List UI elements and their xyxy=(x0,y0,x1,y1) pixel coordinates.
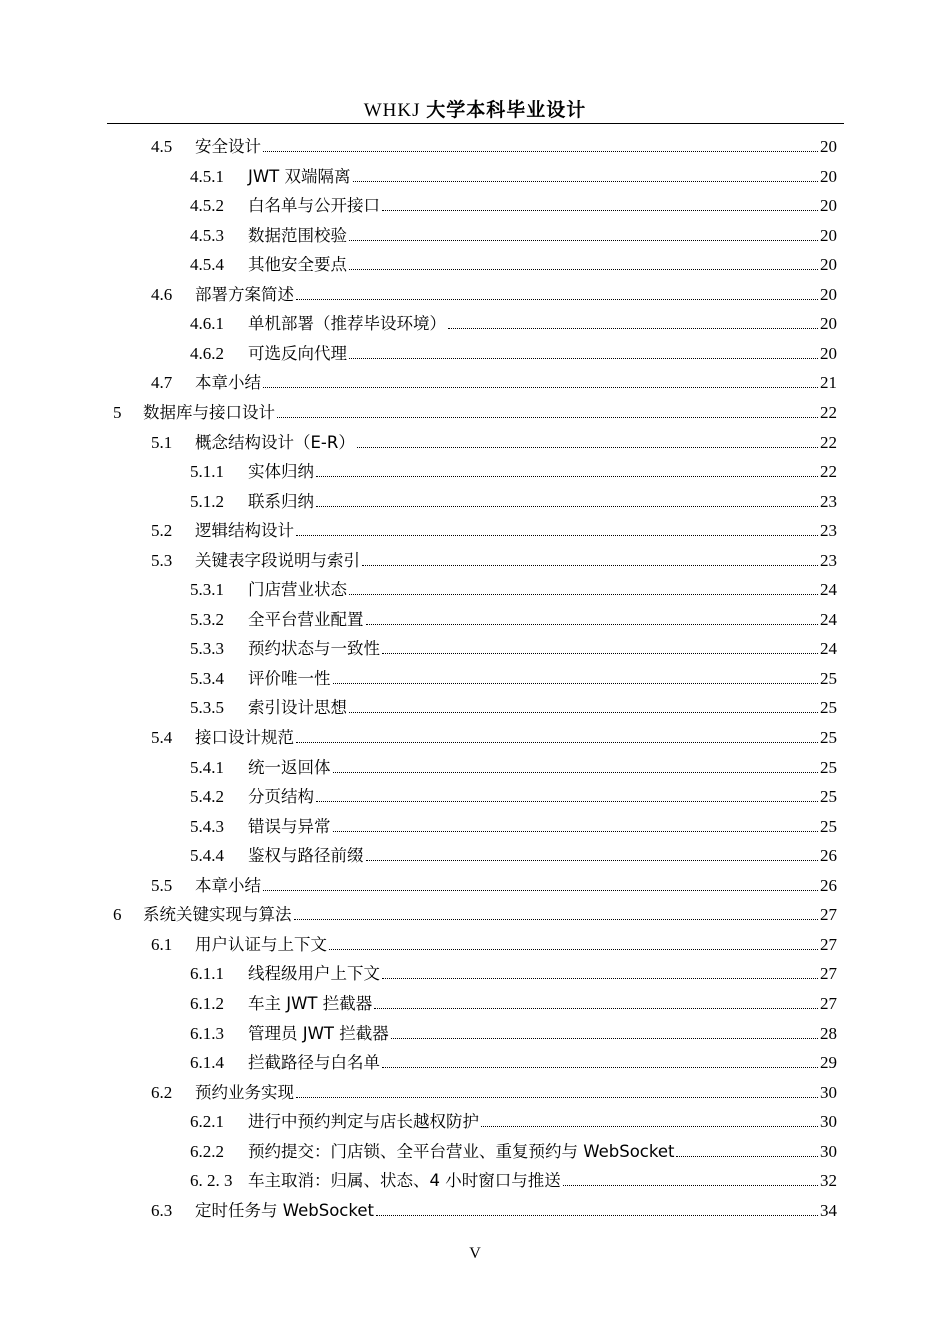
toc-entry-title: 预约提交：门店锁、全平台营业、重复预约与 WebSocket xyxy=(248,1141,675,1161)
toc-entry[interactable] xyxy=(190,1107,837,1133)
toc-entry-title: 系统关键实现与算法 xyxy=(143,905,292,925)
toc-entry-page: 22 xyxy=(820,402,837,422)
toc-entry[interactable] xyxy=(190,693,837,719)
toc-entry-title: 逻辑结构设计 xyxy=(195,521,294,541)
toc-entry-number: 4.5.1 xyxy=(190,166,224,186)
toc-entry-page: 27 xyxy=(820,905,837,925)
toc-entry-page: 20 xyxy=(820,137,837,156)
toc-entry-page: 25 xyxy=(820,816,837,836)
toc-entry-number: 5.2 xyxy=(151,521,173,541)
toc-entry[interactable] xyxy=(151,428,837,454)
toc-entry-title: 车主取消：归属、状态、4 小时窗口与推送 xyxy=(248,1171,561,1191)
toc-entry-page: 25 xyxy=(820,757,837,777)
toc-entry[interactable] xyxy=(190,753,837,779)
toc-entry-page: 20 xyxy=(820,284,837,304)
toc-entry-number: 4.5.3 xyxy=(190,225,224,245)
dot-leader xyxy=(374,1008,818,1009)
dot-leader xyxy=(349,594,818,595)
toc-entry-number: 6.1 xyxy=(151,934,173,954)
toc-entry[interactable] xyxy=(151,516,837,542)
toc-entry[interactable] xyxy=(190,191,837,217)
toc-entry-page: 29 xyxy=(820,1053,837,1073)
running-header xyxy=(0,95,950,122)
dot-leader xyxy=(676,1156,818,1157)
toc-entry-page: 20 xyxy=(820,225,837,245)
toc-entry-title: 车主 JWT 拦截器 xyxy=(248,993,373,1013)
toc-entry-page: 28 xyxy=(820,1023,837,1043)
dot-leader xyxy=(316,506,818,507)
toc-entry-page: 27 xyxy=(820,993,837,1013)
dot-leader xyxy=(366,860,819,861)
toc-entry-number: 6 xyxy=(113,905,122,925)
toc-entry[interactable] xyxy=(151,930,837,956)
toc-entry-page: 20 xyxy=(820,314,837,334)
toc-entry-title: 统一返回体 xyxy=(248,757,331,777)
toc-entry-number: 5.3.5 xyxy=(190,698,224,718)
toc-entry-number: 6.3 xyxy=(151,1200,173,1220)
toc-entry-number: 4.7 xyxy=(151,373,173,393)
toc-entry-title: 线程级用户上下文 xyxy=(248,964,380,984)
toc-entry-number: 6. 2. 3 xyxy=(190,1171,233,1191)
toc-entry[interactable] xyxy=(190,841,837,867)
toc-entry-number: 6.2.2 xyxy=(190,1141,224,1161)
toc-entry[interactable] xyxy=(151,280,837,306)
toc-entry-title: JWT 双端隔离 xyxy=(248,166,351,186)
toc-entry-number: 5.1 xyxy=(151,432,173,452)
dot-leader xyxy=(382,1067,818,1068)
toc-entry-title: 鉴权与路径前缀 xyxy=(248,846,364,866)
toc-entry-title: 数据范围校验 xyxy=(248,225,347,245)
toc-entry[interactable] xyxy=(190,664,837,690)
dot-leader xyxy=(349,240,818,241)
toc-entry-number: 6.1.4 xyxy=(190,1053,224,1073)
toc-entry-title: 单机部署（推荐毕设环境） xyxy=(248,314,446,334)
toc-entry-page: 27 xyxy=(820,934,837,954)
toc-entry-page: 24 xyxy=(820,639,837,659)
dot-leader xyxy=(376,1215,818,1216)
toc-entry-title: 本章小结 xyxy=(195,875,261,895)
dot-leader xyxy=(563,1185,818,1186)
toc-entry-title: 可选反向代理 xyxy=(248,343,347,363)
dot-leader xyxy=(353,181,818,182)
toc-entry-number: 5.1.2 xyxy=(190,491,224,511)
toc-entry-page: 32 xyxy=(820,1171,837,1191)
toc-entry-title: 预约状态与一致性 xyxy=(248,639,380,659)
toc-entry-number: 5.4.2 xyxy=(190,787,224,807)
toc-entry-page: 30 xyxy=(820,1112,837,1132)
toc-entry-page: 25 xyxy=(820,698,837,718)
toc-entry-number: 5.4.3 xyxy=(190,816,224,836)
toc-entry[interactable] xyxy=(151,871,837,897)
toc-entry-number: 5.5 xyxy=(151,875,173,895)
header-latin: WHKJ xyxy=(363,100,421,121)
dot-leader xyxy=(382,978,818,979)
dot-leader xyxy=(362,565,818,566)
page-number: V xyxy=(469,1245,481,1262)
dot-leader xyxy=(366,624,819,625)
toc-entry-number: 6.1.3 xyxy=(190,1023,224,1043)
toc-entry-title: 关键表字段说明与索引 xyxy=(195,550,360,570)
toc-entry[interactable] xyxy=(190,1166,837,1192)
toc-entry-number: 5.4.1 xyxy=(190,757,224,777)
dot-leader xyxy=(296,1097,818,1098)
toc-entry[interactable] xyxy=(151,1196,837,1222)
toc-entry-page: 23 xyxy=(820,521,837,541)
toc-entry-page: 20 xyxy=(820,166,837,186)
toc-entry-page: 23 xyxy=(820,491,837,511)
toc-entry-title: 索引设计思想 xyxy=(248,698,347,718)
toc-entry-title: 概念结构设计（E-R） xyxy=(195,432,355,452)
toc-entry-number: 6.2.1 xyxy=(190,1112,224,1132)
toc-entry-title: 分页结构 xyxy=(248,787,314,807)
toc-entry-page: 30 xyxy=(820,1141,837,1161)
header-title: 大学本科毕业设计 xyxy=(426,99,587,121)
toc-entry-title: 数据库与接口设计 xyxy=(143,402,275,422)
toc-entry-page: 25 xyxy=(820,787,837,807)
toc-entry-number: 5.4.4 xyxy=(190,846,224,866)
dot-leader xyxy=(382,653,818,654)
dot-leader xyxy=(263,151,818,152)
toc-entry[interactable] xyxy=(190,250,837,276)
toc-entry-title: 白名单与公开接口 xyxy=(248,196,380,216)
dot-leader xyxy=(448,328,818,329)
toc-entry-title: 评价唯一性 xyxy=(248,668,331,688)
toc-entry-title: 部署方案简述 xyxy=(195,284,294,304)
toc-entry-title: 全平台营业配置 xyxy=(248,609,364,629)
toc-entry-title: 拦截路径与白名单 xyxy=(248,1053,380,1073)
toc-entry-number: 4.5 xyxy=(151,137,173,156)
toc-entry-number: 4.5.2 xyxy=(190,196,224,216)
toc-entry-page: 27 xyxy=(820,964,837,984)
dot-leader xyxy=(333,683,819,684)
toc-entry-title: 预约业务实现 xyxy=(195,1082,294,1102)
toc-entry-title: 实体归纳 xyxy=(248,462,314,482)
toc-entry-title: 定时任务与 WebSocket xyxy=(195,1200,374,1220)
toc-entry[interactable] xyxy=(190,457,837,483)
toc-entry[interactable] xyxy=(190,309,837,335)
toc-entry-number: 5.1.1 xyxy=(190,462,224,482)
toc-entry-number: 5.3.2 xyxy=(190,609,224,629)
toc-entry-number: 5.3 xyxy=(151,550,173,570)
toc-entry-title: 门店营业状态 xyxy=(248,580,347,600)
toc-entry[interactable] xyxy=(190,959,837,985)
toc-entry[interactable] xyxy=(190,162,837,188)
dot-leader xyxy=(333,772,819,773)
dot-leader xyxy=(294,919,819,920)
toc-entry-number: 4.6.2 xyxy=(190,343,224,363)
toc-entry[interactable] xyxy=(151,546,837,572)
dot-leader xyxy=(329,949,818,950)
dot-leader xyxy=(357,447,818,448)
dot-leader xyxy=(349,269,818,270)
toc-entry-number: 4.6 xyxy=(151,284,173,304)
toc-entry[interactable] xyxy=(190,1048,837,1074)
dot-leader xyxy=(316,801,818,802)
toc-entry[interactable] xyxy=(190,989,837,1015)
toc-entry[interactable] xyxy=(113,900,837,926)
toc-entry-number: 4.5.4 xyxy=(190,255,224,275)
dot-leader xyxy=(391,1038,818,1039)
toc-entry-page: 25 xyxy=(820,668,837,688)
toc-entry[interactable] xyxy=(151,368,837,394)
toc-entry-page: 21 xyxy=(820,373,837,393)
dot-leader xyxy=(296,299,818,300)
dot-leader xyxy=(263,387,818,388)
toc-entry-number: 5.3.1 xyxy=(190,580,224,600)
dot-leader xyxy=(382,210,818,211)
toc-entry-page: 26 xyxy=(820,846,837,866)
toc-entry[interactable] xyxy=(190,487,837,513)
toc-entry-number: 6.1.1 xyxy=(190,964,224,984)
toc-entry[interactable] xyxy=(151,723,837,749)
toc-entry[interactable] xyxy=(190,575,837,601)
dot-leader xyxy=(333,831,819,832)
toc-entry[interactable] xyxy=(151,132,837,158)
toc-entry-page: 23 xyxy=(820,550,837,570)
toc-entry[interactable] xyxy=(190,782,837,808)
dot-leader xyxy=(316,476,818,477)
toc-entry[interactable] xyxy=(190,812,837,838)
toc-entry-number: 6.1.2 xyxy=(190,993,224,1013)
toc-entry-page: 20 xyxy=(820,196,837,216)
toc-entry-page: 22 xyxy=(820,432,837,452)
toc-entry[interactable] xyxy=(190,1137,837,1163)
dot-leader xyxy=(481,1126,818,1127)
toc-entry[interactable] xyxy=(190,634,837,660)
toc-entry-page: 24 xyxy=(820,609,837,629)
toc-entry[interactable] xyxy=(190,605,837,631)
toc-entry-title: 安全设计 xyxy=(195,137,261,156)
toc-entry-page: 25 xyxy=(820,728,837,747)
dot-leader xyxy=(277,417,818,418)
dot-leader xyxy=(349,712,818,713)
toc-entry-page: 20 xyxy=(820,255,837,275)
toc-entry-page: 30 xyxy=(820,1082,837,1102)
toc-entry[interactable] xyxy=(190,221,837,247)
toc-entry-number: 5.3.4 xyxy=(190,668,224,688)
toc-entry-page: 34 xyxy=(820,1200,837,1220)
dot-leader xyxy=(349,358,818,359)
toc-entry-title: 联系归纳 xyxy=(248,491,314,511)
toc-entry-page: 24 xyxy=(820,580,837,600)
toc-entry-number: 5.4 xyxy=(151,728,173,747)
dot-leader xyxy=(296,742,818,743)
header-rule xyxy=(107,123,844,124)
toc-entry[interactable] xyxy=(190,339,837,365)
toc-entry-title: 本章小结 xyxy=(195,373,261,393)
toc-entry-number: 5.3.3 xyxy=(190,639,224,659)
dot-leader xyxy=(263,890,818,891)
toc-entry-title: 用户认证与上下文 xyxy=(195,934,327,954)
toc-entry-number: 4.6.1 xyxy=(190,314,224,334)
toc-entry-page: 22 xyxy=(820,462,837,482)
toc-entry-title: 管理员 JWT 拦截器 xyxy=(248,1023,389,1043)
toc-entry-page: 20 xyxy=(820,343,837,363)
toc-entry-title: 进行中预约判定与店长越权防护 xyxy=(248,1112,479,1132)
toc-entry[interactable] xyxy=(190,1019,837,1045)
dot-leader xyxy=(296,535,818,536)
toc-entry-title: 错误与异常 xyxy=(248,816,331,836)
toc-entry-number: 5 xyxy=(113,402,122,422)
toc-entry[interactable] xyxy=(113,398,837,424)
toc-entry[interactable] xyxy=(151,1078,837,1104)
toc-entry-title: 接口设计规范 xyxy=(195,728,294,747)
toc-entry-title: 其他安全要点 xyxy=(248,255,347,275)
toc-entry-number: 6.2 xyxy=(151,1082,173,1102)
toc-entry-page: 26 xyxy=(820,875,837,895)
